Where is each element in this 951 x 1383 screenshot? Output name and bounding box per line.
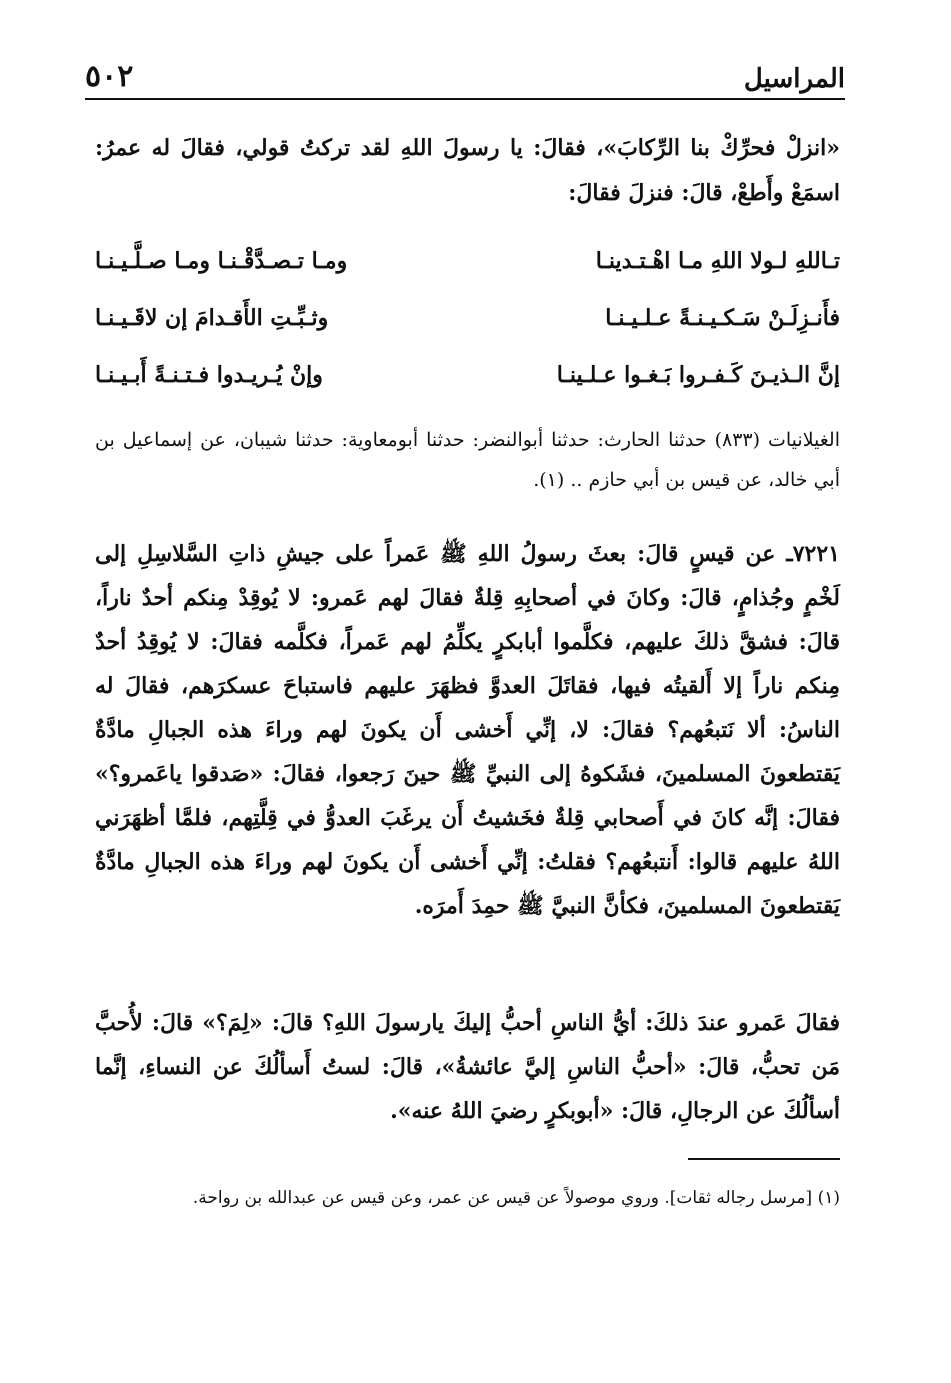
- sanad-paragraph: الغيلانيات (٨٣٣) حدثنا الحارث: حدثنا أبوالنضر: حدثنا أبومعاوية: حدثنا شيبان، عن إسماعيل بن أبي خالد، عن قيس بن أبي حازم .. (١).: [95, 429, 840, 491]
- intro-paragraph: «انزلْ فحرِّكْ بنا الرِّكابَ»، فقالَ: يا رسولَ اللهِ لقد تركتُ قولي، فقالَ له عمرُ: اسمَعْ وأَطعْ، قالَ: فنزلَ فقالَ:: [95, 135, 840, 206]
- hadith-continuation-paragraph: فقالَ عَمرو عندَ ذلكَ: أيُّ الناسِ أحبُّ إليكَ يارسولَ اللهِ؟ قالَ: «لِمَ؟» قالَ: لأُحبَّ مَن تحبُّ، قالَ: «أحبُّ الناسِ إليَّ عائشةُ»، قالَ: لستُ أَسألُكَ عن النساءِ، إنَّما أسألُكَ عن الرجالِ، قالَ: «أبوبكرٍ رضيَ اللهُ عنه».: [95, 1010, 840, 1124]
- verse-first-hemistich: تـاللهِ لـولا اللهِ مـا اهْـتـدينـا: [595, 247, 840, 274]
- footnote-divider: [688, 1158, 840, 1160]
- poem: [95, 232, 840, 403]
- running-title: المراسيل: [743, 64, 845, 94]
- verse-second-hemistich: وإنْ يُـريـدوا فـتـنـةً أَبـيـنـا: [95, 361, 323, 388]
- verse-first-hemistich: فأَنـزِلَـنْ سَـكـيـنـةً عـلـيـنـا: [605, 304, 840, 331]
- verse-second-hemistich: وثـبِّـتِ الأَقـدامَ إن لاقَـيـنـا: [95, 304, 329, 331]
- poem-verse: [95, 346, 840, 403]
- poem-verse: [95, 289, 840, 346]
- verse-first-hemistich: إنَّ الـذيـنَ كَـفـروا بَـغـوا عـلـينـا: [556, 361, 840, 388]
- hadith-paragraph: ٧٢٢١ـ عن قيسٍ قالَ: بعثَ رسولُ اللهِ ﷺ عَمراً على جيشِ ذاتِ السَّلاسِلِ إلى لَخْمٍ وجُذامٍ، قالَ: وكانَ في أصحابِهِ قِلةٌ فقالَ لهم عَمرو: لا يُوقِدْ مِنكم أحدٌ ناراً، قالَ: فشقَّ ذلكَ عليهم، فكلَّموا أبابكرٍ يكلِّمُ لهم عَمراً، فكلَّمه فقالَ: لا يُوقِدُ أحدٌ مِنكم ناراً إلا أَلقيتُه فيها، فقاتَلَ العدوَّ فظهَرَ عليهم فاستباحَ عسكرَهم، فقالَ له الناسُ: ألا نَتبعُهم؟ فقالَ: لا، إنِّي أَخشى أَن يكونَ لهم وراءَ هذه الجبالِ مادَّةٌ يَقتطعونَ المسلمينَ، فشَكوهُ إلى النبيِّ ﷺ حينَ رَجعوا، فقالَ: «صَدقوا ياعَمرو؟» فقالَ: إنَّه كانَ في أَصحابي قِلةٌ فخَشيتُ أَن يرغَبَ العدوُّ في قِلَّتِهم، فلمَّا أظهَرَني اللهُ عليهم قالوا: أَنتبعُهم؟ فقلتُ: إنِّي أَخشى أَن يكونَ لهم وراءَ هذه الجبالِ مادَّةٌ يَقتطعونَ المسلمينَ، فكأنَّ النبيَّ ﷺ حمِدَ أَمرَه.: [95, 541, 840, 919]
- footnote: (١) [مرسل رجاله ثقات]. وروي موصولاً عن قيس عن عمر، وعن قيس عن عبدالله بن رواحة.: [192, 1188, 840, 1208]
- verse-second-hemistich: ومـا تـصـدَّقْـنـا ومـا صـلَّـيـنـا: [95, 247, 348, 274]
- page-header: [85, 52, 845, 100]
- page-number: ٥٠٢: [85, 59, 134, 94]
- poem-verse: [95, 232, 840, 289]
